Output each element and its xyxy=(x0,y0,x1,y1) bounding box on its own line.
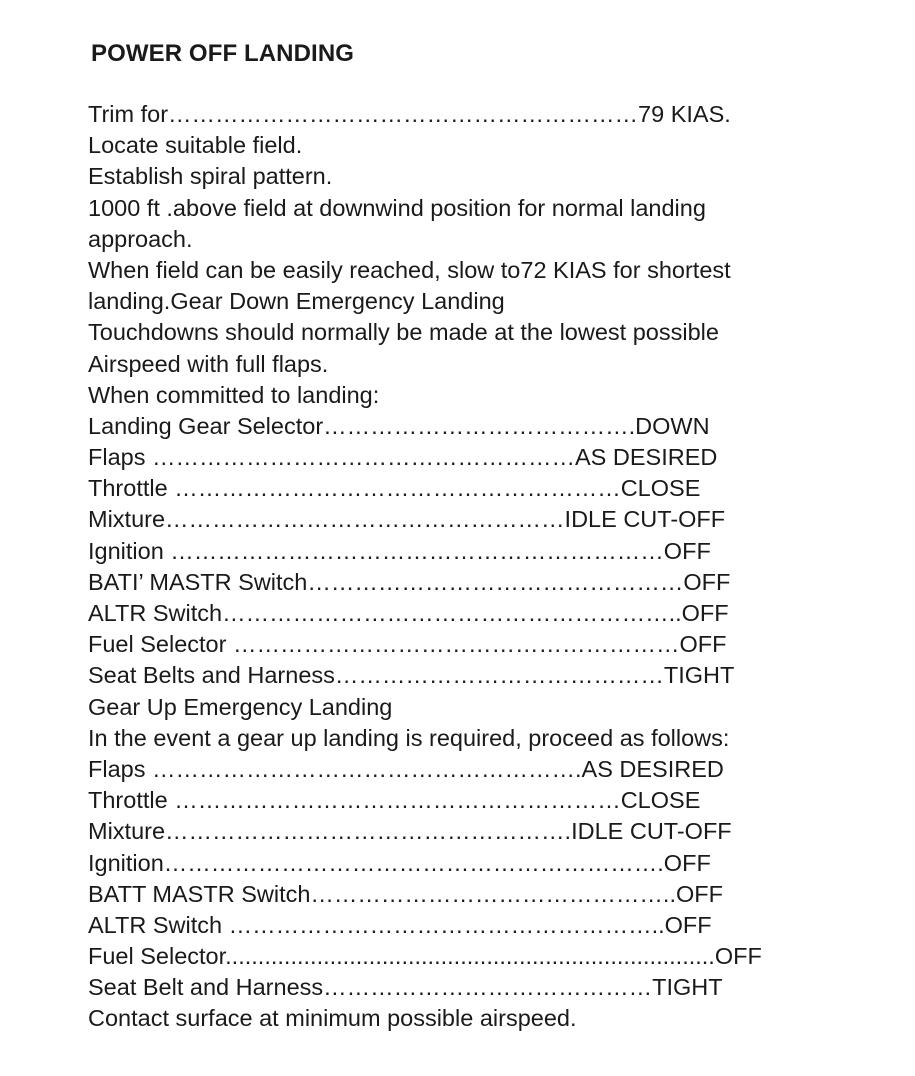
checklist-line: Seat Belts and Harness……………………………………TIGHT xyxy=(88,662,735,689)
checklist-line: Ignition ………………………………………………………OFF xyxy=(88,537,711,564)
checklist-line: When field can be easily reached, slow to72 KIAS for shortest xyxy=(88,256,731,283)
checklist-line: Ignition……………………………………………………….OFF xyxy=(88,849,711,876)
checklist-line: Establish spiral pattern. xyxy=(88,163,333,190)
checklist-line: Flaps ……………………………………………….AS DESIRED xyxy=(88,755,724,782)
checklist-line: Seat Belt and Harness……………………………………TIGHT xyxy=(88,974,723,1001)
checklist-line: Mixture…………………………………………….IDLE CUT-OFF xyxy=(88,818,732,845)
checklist-line: Throttle …………………………………………………CLOSE xyxy=(88,475,701,502)
checklist-line: Throttle …………………………………………………CLOSE xyxy=(88,787,701,814)
checklist-line: When committed to landing: xyxy=(88,381,380,408)
checklist-line: Landing Gear Selector………………………………….DOWN xyxy=(88,412,710,439)
checklist-line: Mixture……………………………………………IDLE CUT-OFF xyxy=(88,506,726,533)
checklist-line: In the event a gear up landing is required, proceed as follows: xyxy=(88,724,730,751)
checklist-line: ALTR Switch ………………………………………………..OFF xyxy=(88,911,712,938)
checklist-line: Flaps ………………………………………………AS DESIRED xyxy=(88,444,718,471)
checklist-line: landing.Gear Down Emergency Landing xyxy=(88,288,505,315)
checklist-line: Trim for……………………………………………………79 KIAS. xyxy=(88,101,731,127)
checklist-line: Fuel Selector...........................................................................OFF xyxy=(88,943,762,970)
checklist-line: approach. xyxy=(88,225,193,252)
checklist-line: Fuel Selector …………………………………………………OFF xyxy=(88,631,727,658)
checklist-line: 1000 ft .above field at downwind position for normal landing xyxy=(88,194,706,221)
checklist-line: BATT MASTR Switch………………………………………..OFF xyxy=(88,880,723,907)
checklist-line: Contact surface at minimum possible airspeed. xyxy=(88,1005,577,1032)
checklist-line: ALTR Switch…………………………………………………..OFF xyxy=(88,600,729,626)
checklist-line: Gear Up Emergency Landing xyxy=(88,693,393,720)
checklist-body xyxy=(88,99,868,1035)
checklist-line: Touchdowns should normally be made at the lowest possible xyxy=(88,319,719,346)
page-title: POWER OFF LANDING xyxy=(91,40,355,67)
checklist-line: BATI’ MASTR Switch…………………………………………OFF xyxy=(88,568,731,595)
checklist-line: Locate suitable field. xyxy=(88,132,303,159)
checklist-line: Airspeed with full flaps. xyxy=(88,350,329,377)
